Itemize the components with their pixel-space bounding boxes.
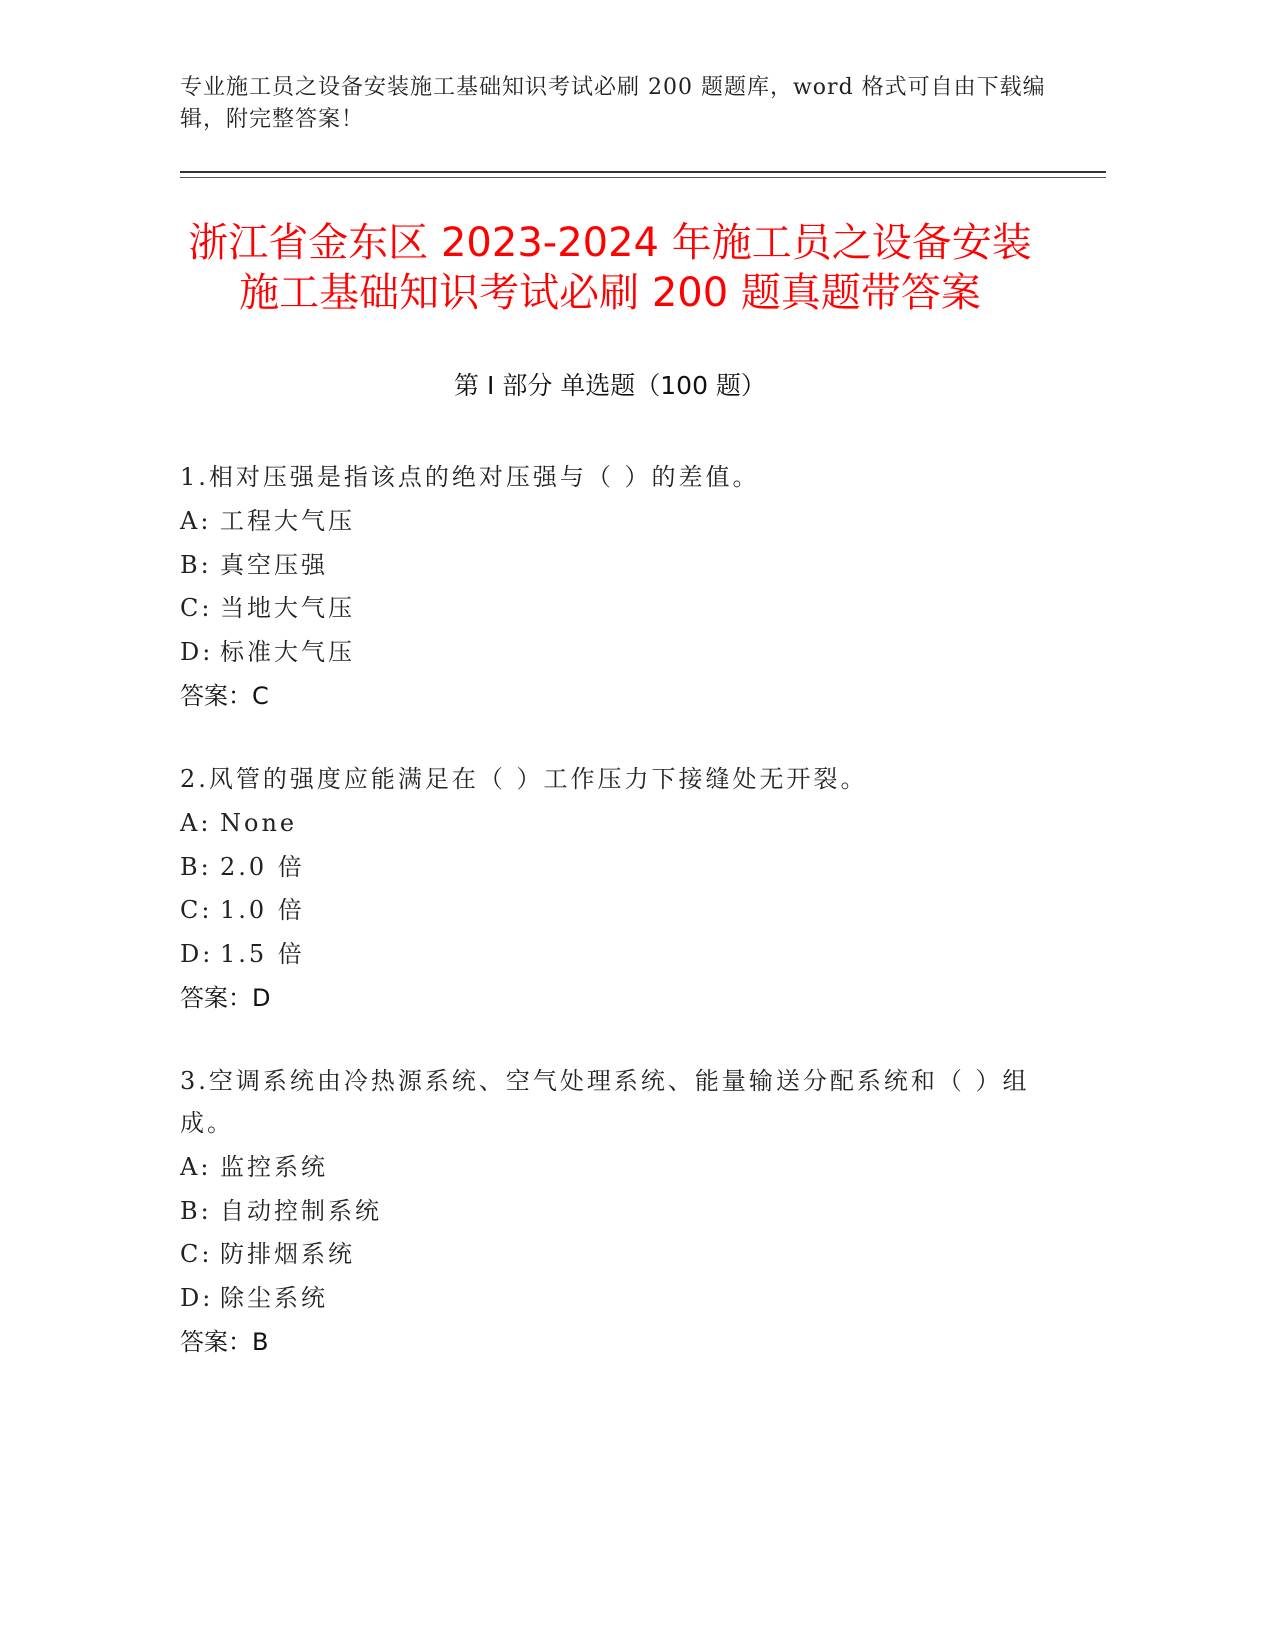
option-text: 1.5 倍	[220, 939, 305, 968]
option-letter: B:	[180, 1196, 212, 1225]
question-stem: 3.空调系统由冷热源系统、空气处理系统、能量输送分配系统和（ ）组成。	[180, 1067, 1030, 1137]
option-text: None	[220, 809, 298, 837]
option-b	[180, 1190, 1040, 1234]
option-text: 标准大气压	[220, 637, 355, 666]
option-d	[180, 1277, 1040, 1321]
option-a	[180, 802, 1040, 846]
option-b	[180, 846, 1040, 890]
option-letter: A:	[180, 1153, 212, 1181]
option-a	[180, 1146, 1040, 1190]
option-text: 真空压强	[220, 550, 328, 579]
option-letter: A:	[180, 507, 212, 535]
answer-line: 答案：C	[180, 682, 269, 710]
option-text: 监控系统	[220, 1153, 328, 1181]
option-letter: C:	[180, 896, 213, 924]
option-d	[180, 933, 1040, 977]
option-b	[180, 544, 1040, 588]
option-c	[180, 587, 1040, 631]
option-letter: B:	[180, 550, 212, 579]
question-3	[180, 1060, 1040, 1364]
option-text: 防排烟系统	[220, 1240, 355, 1268]
option-c	[180, 1233, 1040, 1277]
option-letter: D:	[180, 1283, 214, 1312]
option-c	[180, 889, 1040, 933]
option-letter: C:	[180, 594, 213, 622]
option-text: 自动控制系统	[220, 1196, 382, 1225]
option-text: 1.0 倍	[220, 896, 305, 924]
question-list	[180, 456, 1040, 1404]
answer-line: 答案：D	[180, 984, 271, 1012]
option-text: 当地大气压	[220, 594, 355, 622]
question-1	[180, 456, 1040, 718]
section-heading: 第 I 部分 单选题（100 题）	[454, 371, 766, 400]
option-letter: B:	[180, 852, 212, 881]
option-text: 2.0 倍	[220, 852, 305, 881]
option-text: 工程大气压	[220, 507, 355, 535]
header-note: 专业施工员之设备安装施工基础知识考试必刷 200 题题库，word 格式可自由下载编辑，附完整答案！	[180, 75, 1046, 132]
header-divider-thin	[180, 177, 1106, 178]
option-letter: D:	[180, 637, 214, 666]
option-a	[180, 500, 1040, 544]
option-letter: C:	[180, 1240, 213, 1268]
question-stem: 2.风管的强度应能满足在（ ）工作压力下接缝处无开裂。	[180, 765, 868, 793]
answer-line: 答案：B	[180, 1328, 269, 1356]
option-letter: A:	[180, 809, 212, 837]
option-d	[180, 631, 1040, 675]
document-title: 浙江省金东区 2023-2024 年施工员之设备安装施工基础知识考试必刷 200 题真题带答案	[188, 220, 1032, 316]
option-letter: D:	[180, 939, 214, 968]
question-stem: 1.相对压强是指该点的绝对压强与（ ）的差值。	[180, 463, 760, 491]
header-divider-thick	[180, 171, 1106, 173]
option-text: 除尘系统	[220, 1283, 328, 1312]
question-2	[180, 758, 1040, 1020]
